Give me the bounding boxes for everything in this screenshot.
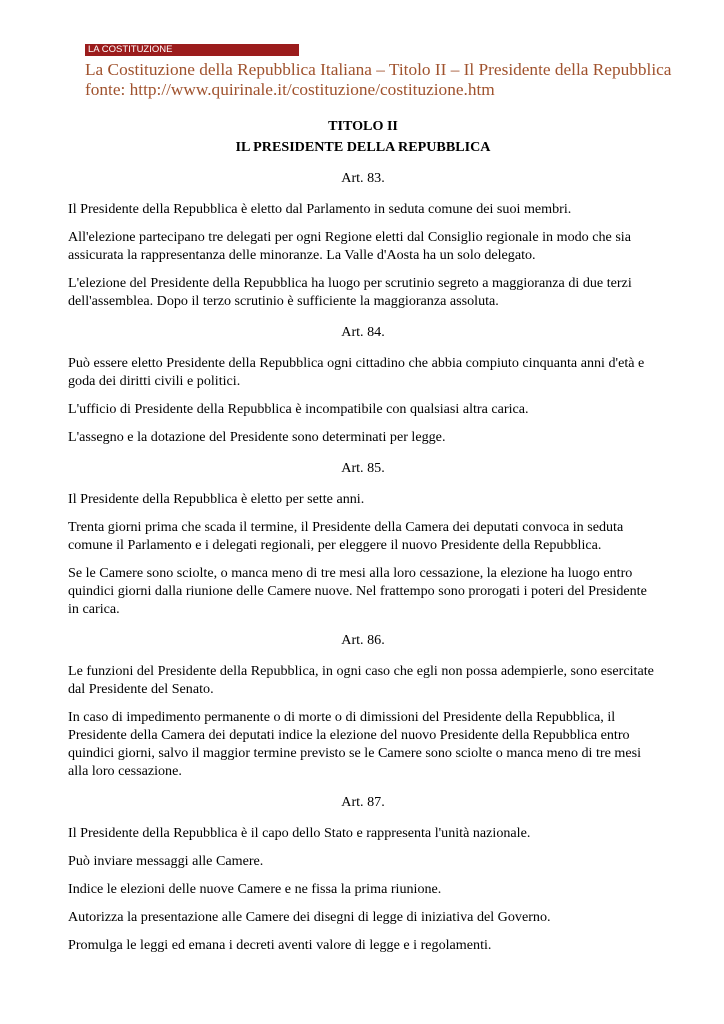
article-paragraph: Il Presidente della Repubblica è eletto dal Parlamento in seduta comune dei suoi membri. [68, 201, 572, 217]
document-source: fonte: http://www.quirinale.it/costituzione/costituzione.htm [85, 80, 495, 99]
article-paragraph: Indice le elezioni delle nuove Camere e ne fissa la prima riunione. [68, 881, 442, 897]
document-body [68, 117, 658, 954]
article-label: Art. 85. [341, 460, 385, 476]
section-band-label: LA COSTITUZIONE [88, 44, 173, 55]
article-paragraph: L'ufficio di Presidente della Repubblica è incompatibile con qualsiasi altra carica. [68, 401, 529, 417]
article-paragraph: Le funzioni del Presidente della Repubblica, in ogni caso che egli non possa adempierle, sono esercitate dal Presidente del Senato. [68, 663, 654, 697]
article-paragraph: Promulga le leggi ed emana i decreti aventi valore di legge e i regolamenti. [68, 937, 492, 953]
article-label: Art. 87. [341, 794, 385, 810]
article-paragraph: All'elezione partecipano tre delegati per ogni Regione eletti dal Consiglio regionale in modo che sia assicurata la rappresentanza delle minoranze. La Valle d'Aosta ha un solo delegato. [68, 229, 631, 263]
article-paragraph: Trenta giorni prima che scada il termine, il Presidente della Camera dei deputati convoca in seduta comune il Parlamento e i delegati regionali, per eleggere il nuovo Presidente della Repubblica. [68, 519, 624, 553]
article-paragraph: Può essere eletto Presidente della Repubblica ogni cittadino che abbia compiuto cinquanta anni d'età e goda dei diritti civili e politici. [68, 355, 645, 389]
document-title: La Costituzione della Repubblica Italiana – Titolo II – Il Presidente della Repubblica [85, 60, 672, 79]
article-label: Art. 83. [341, 170, 385, 186]
article-paragraph: Il Presidente della Repubblica è il capo dello Stato e rappresenta l'unità nazionale. [68, 825, 531, 841]
article-label: Art. 86. [341, 632, 385, 648]
section-heading: IL PRESIDENTE DELLA REPUBBLICA [235, 139, 491, 155]
section-band [85, 44, 299, 56]
article-paragraph: Il Presidente della Repubblica è eletto per sette anni. [68, 491, 365, 507]
article-paragraph: Se le Camere sono sciolte, o manca meno di tre mesi alla loro cessazione, la elezione ha luogo entro quindici giorni dalla riunione delle Camere nuove. Nel frattempo sono prorogati i poteri del Presidente in carica. [68, 565, 647, 617]
article-paragraph: Può inviare messaggi alle Camere. [68, 853, 264, 869]
titolo-heading: TITOLO II [328, 118, 398, 134]
article-label: Art. 84. [341, 324, 385, 340]
article-paragraph: Autorizza la presentazione alle Camere dei disegni di legge di iniziativa del Governo. [68, 909, 551, 925]
article-paragraph: L'elezione del Presidente della Repubblica ha luogo per scrutinio segreto a maggioranza di due terzi dell'assemblea. Dopo il terzo scrutinio è sufficiente la maggioranza assoluta. [68, 275, 632, 309]
article-paragraph: L'assegno e la dotazione del Presidente sono determinati per legge. [68, 429, 446, 445]
article-paragraph: In caso di impedimento permanente o di morte o di dimissioni del Presidente della Repubblica, il Presidente della Camera dei deputati indice la elezione del nuovo Presidente della Repubblica entro quindici giorni, salvo il maggior termine previsto se le Camere sono sciolte o manca meno di tre mesi alla loro cessazione. [68, 709, 642, 779]
